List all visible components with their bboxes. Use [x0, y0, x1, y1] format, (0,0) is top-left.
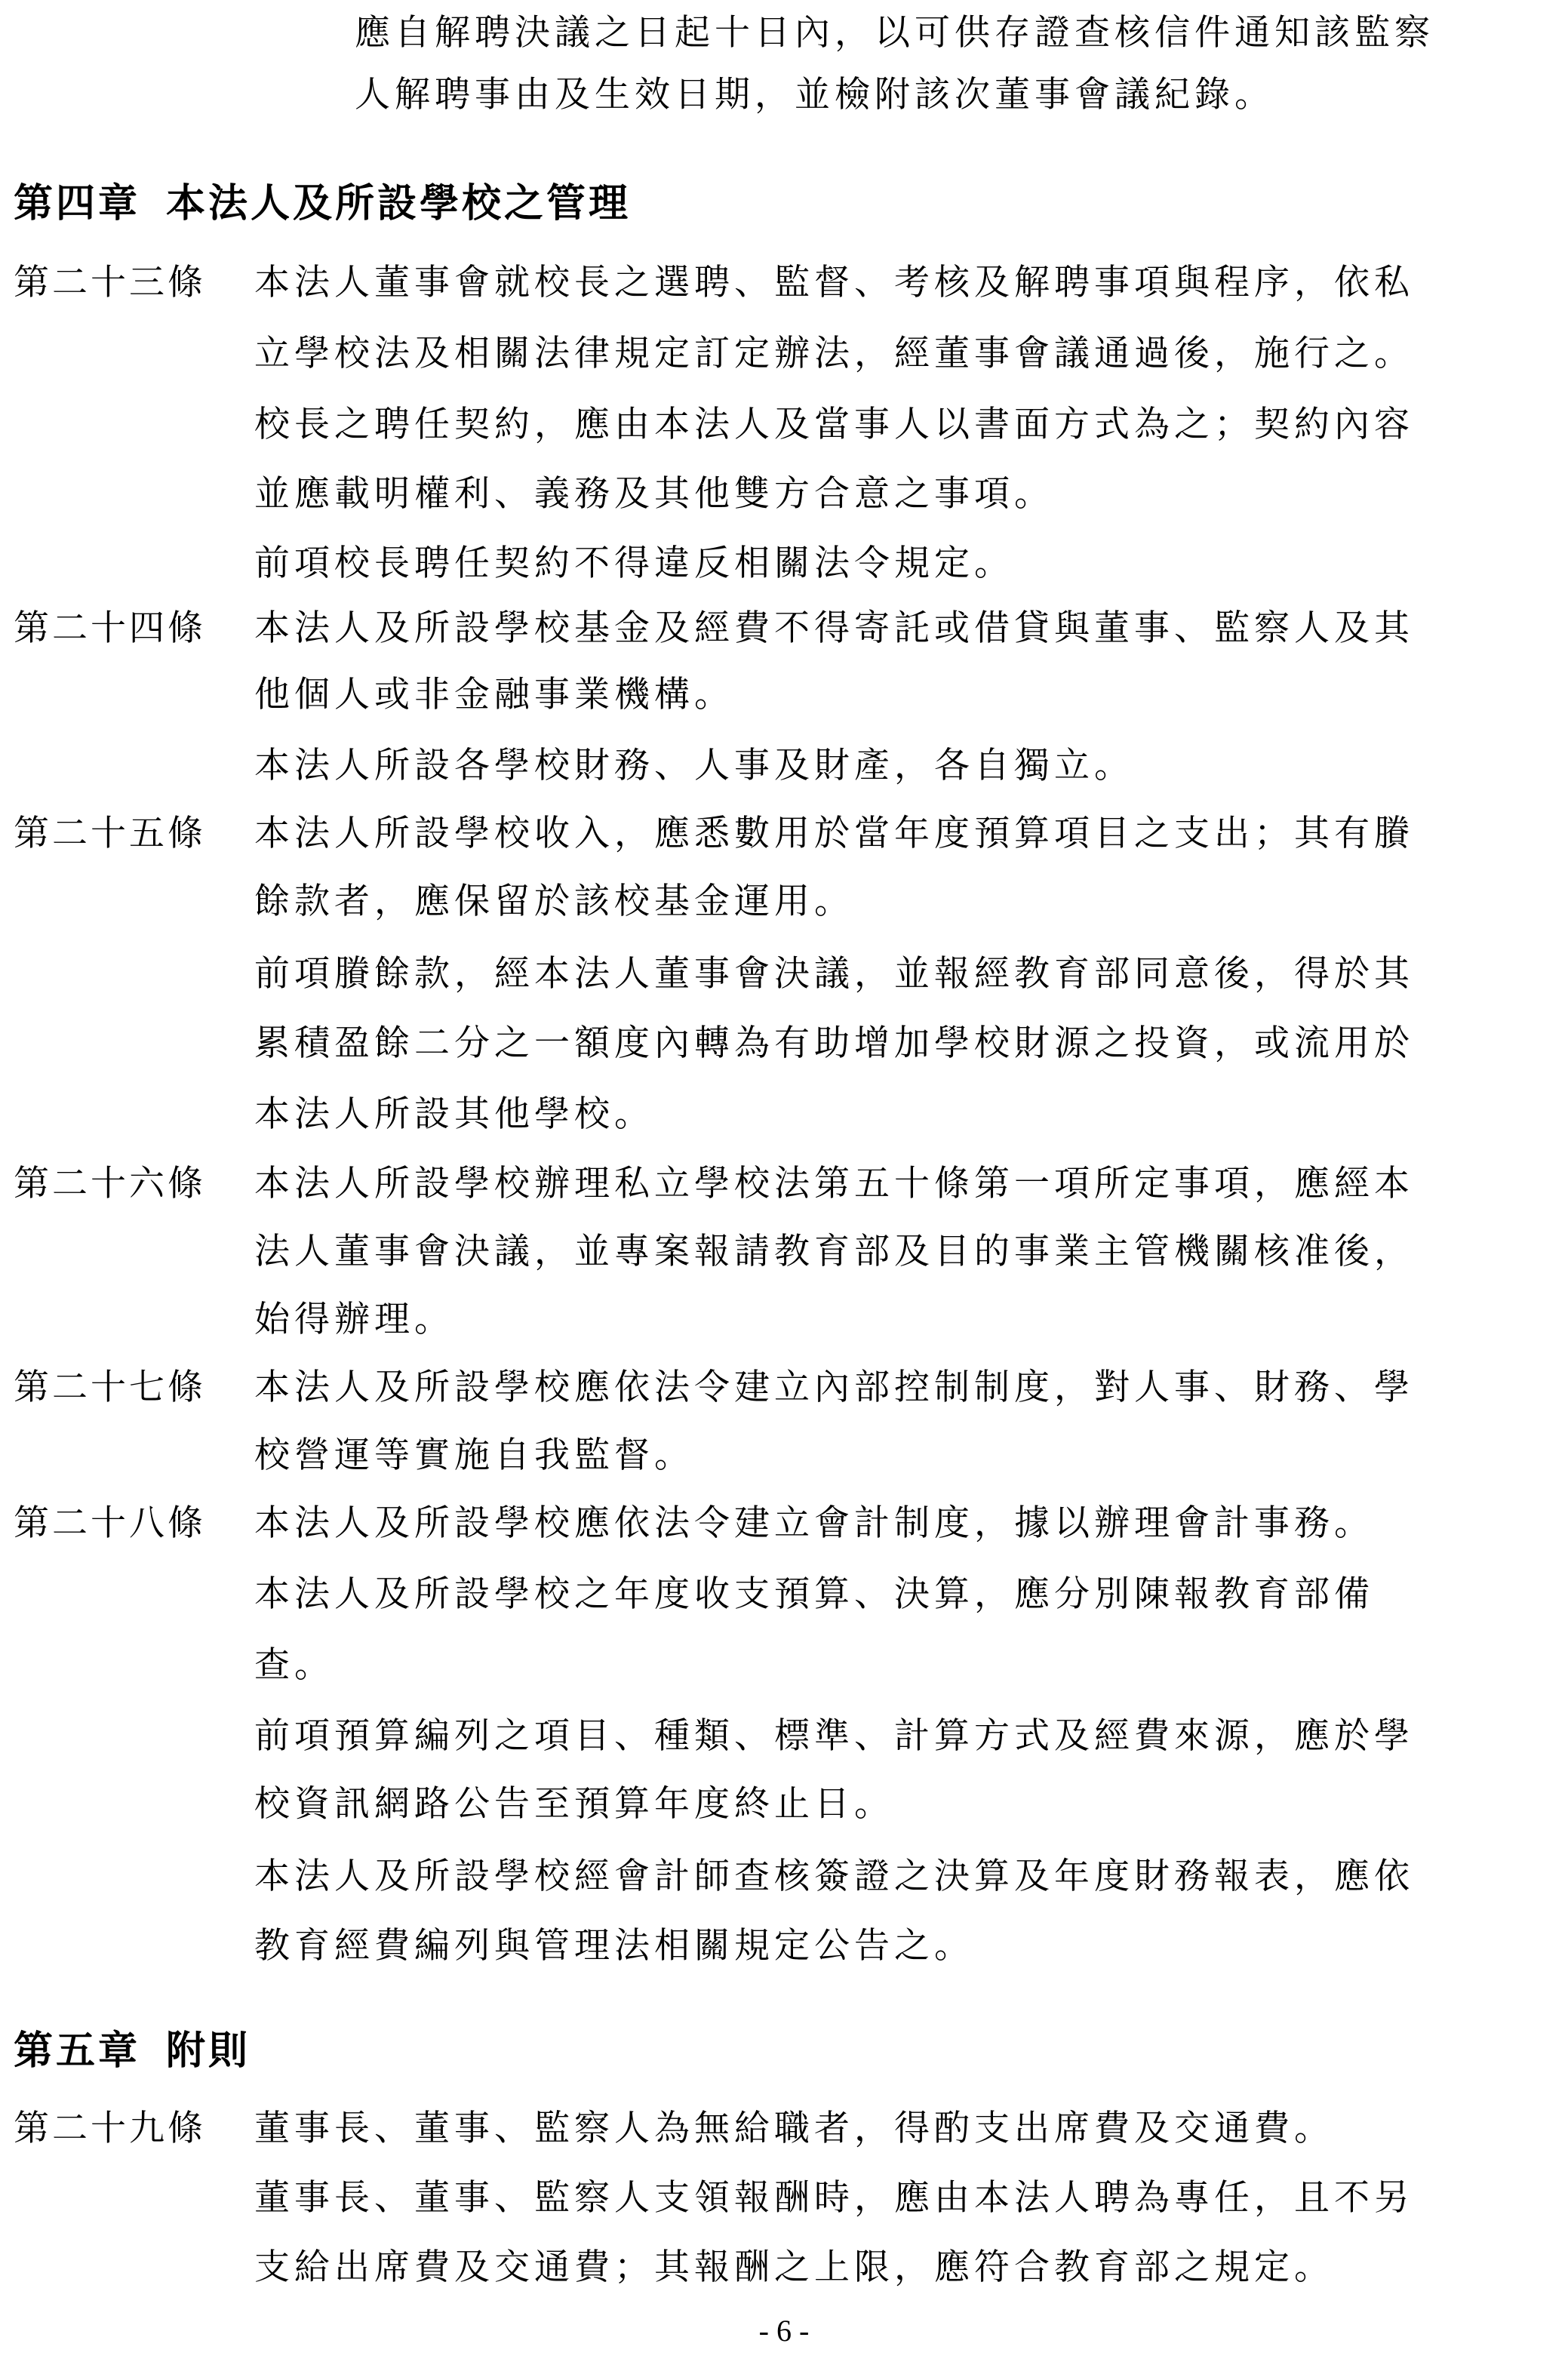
article-line: 本法人及所設學校之年度收支預算、決算，應分別陳報教育部備	[254, 1573, 1374, 1615]
chapter-title: 附則	[166, 2028, 251, 2074]
article-line: 校營運等實施自我監督。	[254, 1435, 694, 1476]
article-line: 法人董事會決議，並專案報請教育部及目的事業主管機關核准後，	[254, 1231, 1414, 1272]
article-line: 教育經費編列與管理法相關規定公告之。	[254, 1925, 974, 1967]
article-line: 查。	[254, 1644, 334, 1686]
intro-line: 應自解聘決議之日起十日內，以可供存證查核信件通知該監察	[355, 12, 1434, 54]
article-line: 累積盈餘二分之一額度內轉為有助增加學校財源之投資，或流用於	[254, 1023, 1414, 1064]
article-line: 前項校長聘任契約不得違反相關法令規定。	[254, 543, 1014, 584]
article-line: 餘款者，應保留於該校基金運用。	[254, 881, 854, 922]
article-label: 第二十九條	[14, 2108, 206, 2149]
chapter-number: 第五章	[14, 2028, 141, 2074]
article-label: 第二十六條	[14, 1163, 206, 1204]
article-label: 第二十八條	[14, 1502, 206, 1544]
article-line: 董事長、董事、監察人支領報酬時，應由本法人聘為專任，且不另	[254, 2177, 1414, 2219]
page-number: - 6 -	[758, 2314, 810, 2348]
article-line: 始得辦理。	[254, 1299, 454, 1340]
article-line: 本法人所設各學校財務、人事及財產，各自獨立。	[254, 745, 1134, 786]
article-line: 立學校法及相關法律規定訂定辦法，經董事會議通過後，施行之。	[254, 333, 1414, 374]
article-line: 董事長、董事、監察人為無給職者，得酌支出席費及交通費。	[254, 2108, 1334, 2149]
article-line: 並應載明權利、義務及其他雙方合意之事項。	[254, 473, 1054, 515]
article-line: 本法人所設其他學校。	[254, 1093, 654, 1135]
article-label: 第二十七條	[14, 1367, 206, 1408]
article-label: 第二十四條	[14, 607, 206, 649]
chapter-title: 本法人及所設學校之管理	[166, 181, 632, 226]
article-line: 本法人及所設學校基金及經費不得寄託或借貸與董事、監察人及其	[254, 607, 1414, 649]
article-line: 本法人及所設學校應依法令建立內部控制制度，對人事、財務、學	[254, 1367, 1414, 1408]
article-line: 本法人及所設學校經會計師查核簽證之決算及年度財務報表，應依	[254, 1856, 1414, 1897]
chapter-heading	[14, 2026, 251, 2076]
article-line: 校長之聘任契約，應由本法人及當事人以書面方式為之；契約內容	[254, 404, 1414, 445]
intro-line: 人解聘事由及生效日期，並檢附該次董事會議紀錄。	[355, 74, 1274, 115]
chapter-number: 第四章	[14, 181, 141, 226]
article-line: 本法人董事會就校長之選聘、監督、考核及解聘事項與程序，依私	[254, 262, 1414, 303]
chapter-heading	[14, 179, 631, 229]
article-line: 本法人所設學校收入，應悉數用於當年度預算項目之支出；其有賸	[254, 813, 1414, 854]
article-label: 第二十五條	[14, 813, 206, 854]
article-line: 支給出席費及交通費；其報酬之上限，應符合教育部之規定。	[254, 2247, 1334, 2288]
article-label: 第二十三條	[14, 262, 206, 303]
article-line: 本法人及所設學校應依法令建立會計制度，據以辦理會計事務。	[254, 1502, 1374, 1544]
article-line: 他個人或非金融事業機構。	[254, 674, 734, 715]
article-line: 前項預算編列之項目、種類、標準、計算方式及經費來源，應於學	[254, 1715, 1414, 1757]
article-line: 前項賸餘款，經本法人董事會決議，並報經教育部同意後，得於其	[254, 953, 1414, 995]
article-line: 本法人所設學校辦理私立學校法第五十條第一項所定事項，應經本	[254, 1163, 1414, 1204]
article-line: 校資訊網路公告至預算年度終止日。	[254, 1783, 894, 1825]
